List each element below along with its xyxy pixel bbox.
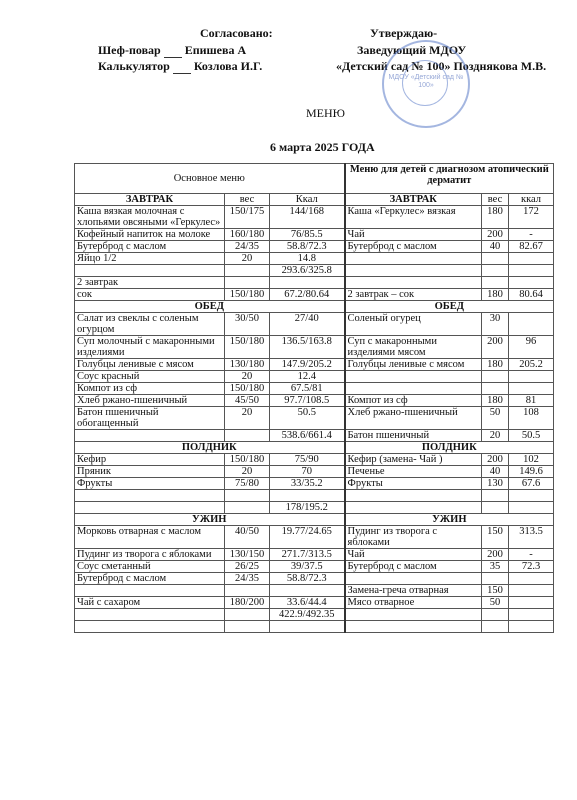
section-row — [75, 514, 554, 526]
dish-name-alt: Компот из сф — [345, 395, 482, 407]
dish-weight: 24/35 — [225, 241, 270, 253]
dish-name-alt — [345, 265, 482, 277]
table-row — [75, 490, 554, 502]
dish-weight: 26/25 — [225, 561, 270, 573]
table-row — [75, 561, 554, 573]
dish-kcal-alt: 72.3 — [509, 561, 554, 573]
section-label: ЗАВТРАК — [75, 194, 225, 206]
col-header: ккал — [509, 194, 554, 206]
dish-weight-alt — [482, 609, 509, 621]
dish-name-alt: Замена-греча отварная — [345, 585, 482, 597]
dish-kcal-alt — [509, 313, 554, 336]
dish-name-alt: Кефир (замена- Чай ) — [345, 454, 482, 466]
dish-name-alt: Бутерброд с маслом — [345, 241, 482, 253]
dish-weight: 180/200 — [225, 597, 270, 609]
dish-kcal-alt — [509, 371, 554, 383]
dish-name-alt — [345, 490, 482, 502]
dish-weight-alt — [482, 490, 509, 502]
table-row — [75, 241, 554, 253]
dish-name-alt: Голубцы ленивые с мясом — [345, 359, 482, 371]
table-row — [75, 407, 554, 430]
table-row — [75, 229, 554, 241]
dish-weight: 160/180 — [225, 229, 270, 241]
official-stamp — [382, 40, 470, 128]
dish-name: Чай с сахаром — [75, 597, 225, 609]
dish-name: Фрукты — [75, 478, 225, 490]
dish-weight: 150/175 — [225, 206, 270, 229]
dish-name — [75, 621, 225, 633]
dish-kcal-alt — [509, 573, 554, 585]
dish-name-alt: Хлеб ржано-пшеничный — [345, 407, 482, 430]
table-row — [75, 502, 554, 514]
dish-kcal-alt — [509, 585, 554, 597]
dish-kcal-alt: - — [509, 549, 554, 561]
dish-kcal: 39/37.5 — [270, 561, 345, 573]
dish-weight: 150/180 — [225, 289, 270, 301]
dish-name — [75, 502, 225, 514]
table-row — [75, 359, 554, 371]
dish-name: Бутерброд с маслом — [75, 573, 225, 585]
section-row — [75, 301, 554, 313]
dish-name: Кефир — [75, 454, 225, 466]
dish-weight: 40/50 — [225, 526, 270, 549]
dish-name-alt: Бутерброд с маслом — [345, 561, 482, 573]
table-row — [75, 371, 554, 383]
table-row — [75, 526, 554, 549]
table-row — [75, 621, 554, 633]
dish-weight-alt: 200 — [482, 229, 509, 241]
dish-kcal-alt: - — [509, 229, 554, 241]
dish-weight — [225, 430, 270, 442]
table-row — [75, 289, 554, 301]
table-row — [75, 395, 554, 407]
menu-table-body — [75, 164, 554, 633]
dish-weight-alt — [482, 502, 509, 514]
table-row — [75, 253, 554, 265]
dish-kcal: 70 — [270, 466, 345, 478]
dish-weight: 150/180 — [225, 454, 270, 466]
menu-date: 6 марта 2025 ГОДА — [270, 140, 375, 154]
dish-name — [75, 585, 225, 597]
table-title-row — [75, 164, 554, 194]
dish-weight — [225, 265, 270, 277]
dish-weight: 130/150 — [225, 549, 270, 561]
dish-weight: 20 — [225, 407, 270, 430]
dish-name-alt: Чай — [345, 549, 482, 561]
section-label: ОБЕД — [345, 301, 554, 313]
table-row — [75, 609, 554, 621]
dish-kcal-alt: 108 — [509, 407, 554, 430]
section-label: УЖИН — [75, 514, 345, 526]
menu-table — [74, 163, 554, 633]
dish-kcal — [270, 277, 345, 289]
table-row — [75, 585, 554, 597]
dish-kcal: 33/35.2 — [270, 478, 345, 490]
dish-kcal: 33.6/44.4 — [270, 597, 345, 609]
calc-name: Козлова И.Г. — [193, 59, 263, 73]
dish-name: Хлеб ржано-пшеничный — [75, 395, 225, 407]
dish-kcal — [270, 585, 345, 597]
dish-name: Соус сметанный — [75, 561, 225, 573]
dish-weight-alt — [482, 265, 509, 277]
dish-kcal: 75/90 — [270, 454, 345, 466]
chef-line — [98, 43, 246, 58]
dish-name: Пряник — [75, 466, 225, 478]
dish-weight-alt — [482, 621, 509, 633]
dish-name: Соус красный — [75, 371, 225, 383]
dish-weight: 20 — [225, 466, 270, 478]
approve-label: Утверждаю- — [370, 26, 438, 40]
dish-name-alt: Батон пшеничный — [345, 430, 482, 442]
dish-kcal-alt — [509, 502, 554, 514]
table-row — [75, 383, 554, 395]
dish-kcal: 50.5 — [270, 407, 345, 430]
dish-name: 2 завтрак — [75, 277, 225, 289]
dish-name-alt — [345, 371, 482, 383]
dish-name: Батон пшеничный обогащенный — [75, 407, 225, 430]
dish-kcal-alt — [509, 609, 554, 621]
dish-kcal-alt: 102 — [509, 454, 554, 466]
dish-kcal: 76/85.5 — [270, 229, 345, 241]
table-row — [75, 430, 554, 442]
dish-weight-alt: 180 — [482, 289, 509, 301]
dish-kcal: 147.9/205.2 — [270, 359, 345, 371]
dish-weight — [225, 490, 270, 502]
calc-label: Калькулятор — [98, 59, 170, 73]
dish-weight: 130/180 — [225, 359, 270, 371]
dish-kcal: 67.5/81 — [270, 383, 345, 395]
chef-signature — [164, 45, 182, 58]
dish-weight: 150/180 — [225, 336, 270, 359]
chef-name: Епишева А — [184, 43, 247, 57]
dish-kcal-alt — [509, 277, 554, 289]
table-row — [75, 597, 554, 609]
dish-kcal-alt: 313.5 — [509, 526, 554, 549]
calc-line — [98, 59, 262, 74]
head-org: «Детский сад № 100» Позднякова М.В. — [336, 59, 547, 73]
dish-weight-alt: 200 — [482, 549, 509, 561]
dish-name-alt — [345, 253, 482, 265]
dish-kcal-alt — [509, 265, 554, 277]
dish-name — [75, 265, 225, 277]
dish-name-alt: 2 завтрак – сок — [345, 289, 482, 301]
col-header: вес — [482, 194, 509, 206]
dish-name: Суп молочный с макаронными изделиями — [75, 336, 225, 359]
table-row — [75, 336, 554, 359]
dish-weight-alt: 180 — [482, 359, 509, 371]
dish-name-alt — [345, 573, 482, 585]
dish-kcal: 293.6/325.8 — [270, 265, 345, 277]
section-label: ПОЛДНИК — [345, 442, 554, 454]
dish-weight-alt: 30 — [482, 313, 509, 336]
dish-weight: 24/35 — [225, 573, 270, 585]
head-label: Заведующий МДОУ — [357, 43, 467, 57]
col-header: Ккал — [270, 194, 345, 206]
table-row — [75, 277, 554, 289]
dish-kcal-alt: 67.6 — [509, 478, 554, 490]
dish-name: Морковь отварная с маслом — [75, 526, 225, 549]
chef-label: Шеф-повар — [98, 43, 161, 57]
dish-name — [75, 430, 225, 442]
dish-kcal: 97.7/108.5 — [270, 395, 345, 407]
dish-weight-alt — [482, 371, 509, 383]
dish-kcal-alt: 149.6 — [509, 466, 554, 478]
dish-name: Голубцы ленивые с мясом — [75, 359, 225, 371]
dish-name-alt — [345, 609, 482, 621]
dish-weight — [225, 585, 270, 597]
dish-name-alt — [345, 502, 482, 514]
dish-weight: 75/80 — [225, 478, 270, 490]
dish-kcal: 12.4 — [270, 371, 345, 383]
dish-kcal-alt — [509, 490, 554, 502]
dish-kcal-alt: 82.67 — [509, 241, 554, 253]
dish-name-alt: Мясо отварное — [345, 597, 482, 609]
dish-name-alt — [345, 277, 482, 289]
dish-kcal: 422.9/492.35 — [270, 609, 345, 621]
section-label: УЖИН — [345, 514, 554, 526]
dish-name: Бутерброд с маслом — [75, 241, 225, 253]
dish-weight: 150/180 — [225, 383, 270, 395]
section-row — [75, 194, 554, 206]
dish-name: Пудинг из творога с яблоками — [75, 549, 225, 561]
dish-weight-alt: 180 — [482, 395, 509, 407]
left-menu-title: Основное меню — [75, 164, 345, 194]
table-row — [75, 206, 554, 229]
dish-weight-alt: 180 — [482, 206, 509, 229]
dish-weight-alt: 50 — [482, 407, 509, 430]
section-label: ОБЕД — [75, 301, 345, 313]
dish-name: Компот из сф — [75, 383, 225, 395]
col-header: вес — [225, 194, 270, 206]
dish-kcal-alt — [509, 253, 554, 265]
dish-weight-alt: 130 — [482, 478, 509, 490]
dish-kcal — [270, 490, 345, 502]
dish-weight: 20 — [225, 371, 270, 383]
dish-kcal: 178/195.2 — [270, 502, 345, 514]
dish-kcal-alt: 80.64 — [509, 289, 554, 301]
dish-weight-alt: 150 — [482, 585, 509, 597]
agreed-label: Согласовано: — [200, 26, 273, 40]
right-menu-title: Меню для детей с диагнозом атопический дерматит — [345, 164, 554, 194]
dish-name-alt: Фрукты — [345, 478, 482, 490]
dish-weight-alt: 20 — [482, 430, 509, 442]
dish-name-alt — [345, 621, 482, 633]
dish-name-alt: Пудинг из творога с яблоками — [345, 526, 482, 549]
dish-kcal: 136.5/163.8 — [270, 336, 345, 359]
dish-weight-alt: 50 — [482, 597, 509, 609]
dish-kcal: 144/168 — [270, 206, 345, 229]
dish-weight: 20 — [225, 253, 270, 265]
stamp-text: МДОУ «Детский сад № 100» — [388, 74, 464, 89]
dish-kcal: 58.8/72.3 — [270, 241, 345, 253]
dish-weight: 45/50 — [225, 395, 270, 407]
dish-name: Кофейный напиток на молоке — [75, 229, 225, 241]
dish-weight-alt: 35 — [482, 561, 509, 573]
table-row — [75, 454, 554, 466]
section-label: ЗАВТРАК — [345, 194, 482, 206]
section-label: ПОЛДНИК — [75, 442, 345, 454]
dish-weight — [225, 609, 270, 621]
dish-weight-alt — [482, 573, 509, 585]
table-row — [75, 549, 554, 561]
dish-kcal-alt: 96 — [509, 336, 554, 359]
dish-weight-alt — [482, 383, 509, 395]
dish-name-alt: Соленый огурец — [345, 313, 482, 336]
dish-weight-alt: 200 — [482, 336, 509, 359]
dish-weight — [225, 502, 270, 514]
dish-name: Салат из свеклы с соленым огурцом — [75, 313, 225, 336]
dish-kcal: 271.7/313.5 — [270, 549, 345, 561]
dish-name: Каша вязкая молочная с хлопьями овсяными «Геркулес» — [75, 206, 225, 229]
dish-kcal: 538.6/661.4 — [270, 430, 345, 442]
table-row — [75, 265, 554, 277]
dish-name: сок — [75, 289, 225, 301]
section-row — [75, 442, 554, 454]
dish-kcal-alt — [509, 597, 554, 609]
dish-kcal: 27/40 — [270, 313, 345, 336]
dish-weight-alt: 150 — [482, 526, 509, 549]
table-row — [75, 466, 554, 478]
dish-kcal-alt: 50.5 — [509, 430, 554, 442]
dish-kcal — [270, 621, 345, 633]
dish-name: Яйцо 1/2 — [75, 253, 225, 265]
dish-name-alt: Печенье — [345, 466, 482, 478]
dish-name-alt: Каша «Геркулес» вязкая — [345, 206, 482, 229]
table-row — [75, 478, 554, 490]
dish-kcal: 14.8 — [270, 253, 345, 265]
dish-weight-alt — [482, 277, 509, 289]
dish-kcal-alt — [509, 621, 554, 633]
dish-weight-alt: 40 — [482, 241, 509, 253]
dish-kcal: 19.77/24.65 — [270, 526, 345, 549]
table-row — [75, 573, 554, 585]
dish-weight-alt — [482, 253, 509, 265]
dish-name — [75, 609, 225, 621]
page-title: МЕНЮ — [306, 106, 345, 120]
dish-weight — [225, 621, 270, 633]
dish-kcal: 67.2/80.64 — [270, 289, 345, 301]
dish-kcal-alt — [509, 383, 554, 395]
calc-signature — [173, 61, 191, 74]
dish-name-alt: Суп с макаронными изделиями мясом — [345, 336, 482, 359]
dish-weight — [225, 277, 270, 289]
dish-name — [75, 490, 225, 502]
dish-name-alt: Чай — [345, 229, 482, 241]
dish-name-alt — [345, 383, 482, 395]
dish-weight-alt: 200 — [482, 454, 509, 466]
table-row — [75, 313, 554, 336]
dish-weight: 30/50 — [225, 313, 270, 336]
dish-weight-alt: 40 — [482, 466, 509, 478]
dish-kcal-alt: 172 — [509, 206, 554, 229]
dish-kcal: 58.8/72.3 — [270, 573, 345, 585]
dish-kcal-alt: 205.2 — [509, 359, 554, 371]
dish-kcal-alt: 81 — [509, 395, 554, 407]
